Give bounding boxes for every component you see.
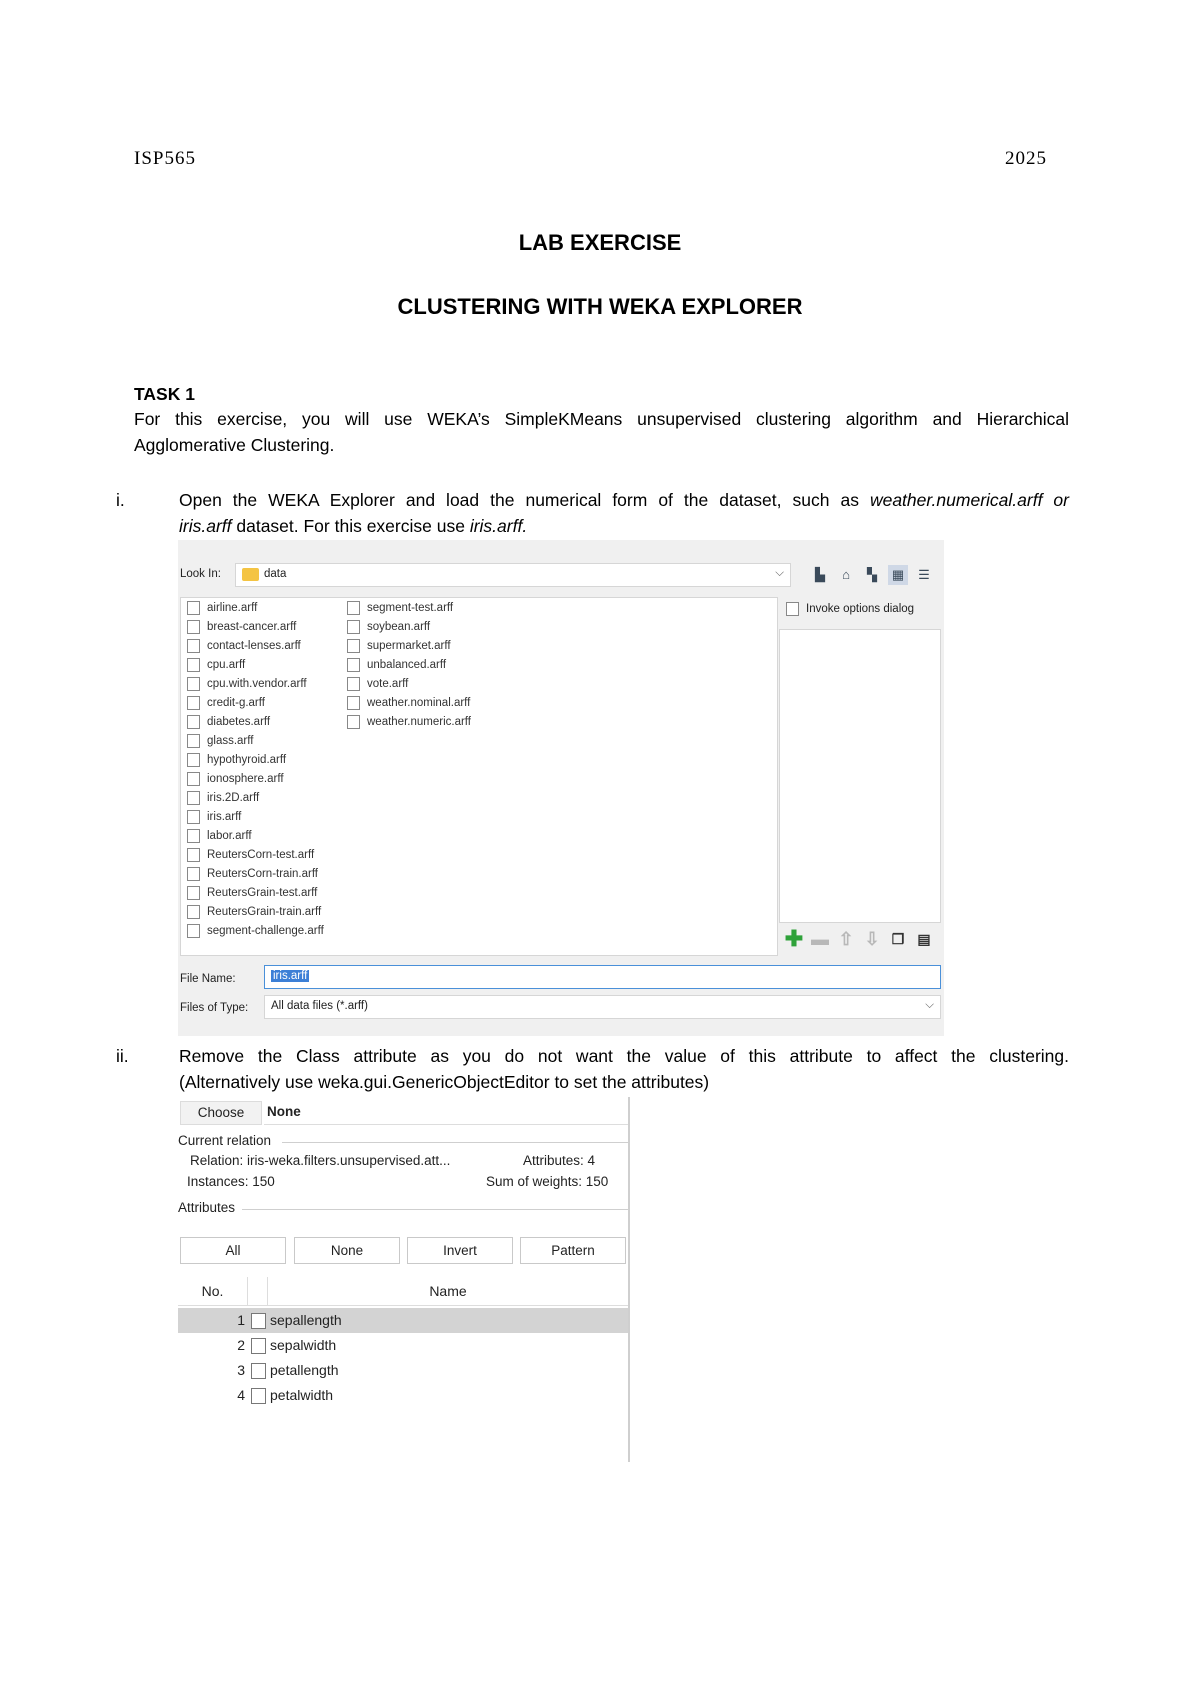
year: 2025 (1005, 148, 1047, 169)
step-1-line2 (179, 513, 527, 539)
file-name: supermarket.arff (367, 640, 451, 653)
file-icon (187, 677, 200, 691)
step-2-line2: (Alternatively use weka.gui.GenericObjectEditor to set the attributes) (179, 1072, 710, 1092)
attributes-count: Attributes: 4 (523, 1153, 596, 1168)
file-name: ReutersCorn-test.arff (207, 849, 315, 862)
file-item[interactable] (187, 924, 324, 942)
file-icon (347, 620, 360, 634)
file-icon (187, 924, 200, 938)
file-name: airline.arff (207, 602, 258, 615)
file-name: iris.2D.arff (207, 792, 260, 805)
file-icon (187, 829, 200, 843)
look-in-label: Look In: (180, 568, 221, 580)
table-row[interactable] (178, 1358, 628, 1383)
task-intro-line1: For this exercise, you will use WEKA’s SimpleKMeans unsupervised clustering algorithm and Hierarchical (134, 409, 1069, 429)
row-checkbox[interactable] (251, 1338, 266, 1354)
file-icon (187, 715, 200, 729)
folder-icon (242, 568, 259, 581)
attributes-label: Attributes (178, 1200, 236, 1215)
row-checkbox[interactable] (251, 1313, 266, 1329)
remove-icon[interactable]: ▬ (811, 929, 829, 949)
relation-text: Relation: iris-weka.filters.unsupervised.att... (190, 1153, 451, 1168)
row-number: 4 (237, 1387, 245, 1403)
add-icon[interactable]: ✚ (784, 926, 804, 951)
file-item[interactable] (187, 658, 245, 676)
current-relation-label: Current relation (178, 1133, 272, 1148)
invoke-options-checkbox[interactable] (786, 602, 914, 616)
row-checkbox[interactable] (251, 1388, 266, 1404)
row-name: petalwidth (270, 1387, 334, 1403)
step-1-iris-name-2: iris.arff. (469, 516, 528, 536)
step-1-text-a: Open the WEKA Explorer and load the numerical form of the dataset, such as (179, 490, 870, 510)
file-item[interactable] (347, 677, 408, 695)
look-in-value: data (264, 568, 287, 580)
file-item[interactable] (187, 677, 307, 695)
file-icon (187, 810, 200, 824)
file-name: ionosphere.arff (207, 773, 284, 786)
step-1-iris-name: iris.arff (179, 516, 232, 536)
step-1-dataset-name: weather.numerical.arff or (869, 490, 1069, 510)
file-name: contact-lenses.arff (207, 640, 301, 653)
file-name: cpu.with.vendor.arff (207, 678, 307, 691)
file-item[interactable] (187, 639, 301, 657)
file-name-value: iris.arff (273, 970, 308, 982)
choose-filter-button[interactable]: Choose (180, 1101, 262, 1125)
column-header-name[interactable]: Name (268, 1277, 628, 1306)
file-item[interactable] (187, 867, 318, 885)
file-type-label: Files of Type: (180, 1002, 249, 1014)
select-all-button[interactable]: All (180, 1237, 286, 1264)
file-type-dropdown[interactable] (264, 995, 941, 1019)
task-intro-line2: Agglomerative Clustering. (134, 435, 335, 455)
file-icon (187, 905, 200, 919)
column-header-select[interactable] (248, 1277, 268, 1306)
file-icon (187, 734, 200, 748)
file-item[interactable] (187, 753, 286, 771)
preprocess-panel (178, 1097, 630, 1462)
topic-title: CLUSTERING WITH WEKA EXPLORER (397, 294, 803, 319)
file-name: cpu.arff (207, 659, 246, 672)
file-name: ReutersGrain-test.arff (207, 887, 318, 900)
file-item[interactable] (187, 734, 253, 752)
table-row[interactable] (178, 1333, 628, 1358)
file-item[interactable] (347, 639, 451, 657)
file-open-dialog (178, 540, 944, 1036)
instances-count: Instances: 150 (187, 1174, 275, 1189)
row-number: 1 (237, 1312, 245, 1328)
look-in-dropdown[interactable] (235, 563, 791, 587)
file-item[interactable] (347, 620, 430, 638)
file-item[interactable] (187, 601, 257, 619)
grid-view-icon[interactable]: ▦ (888, 565, 908, 585)
home-icon[interactable]: ⌂ (842, 567, 850, 582)
chevron-down-icon: ⌵ (775, 567, 784, 579)
file-item[interactable] (347, 696, 470, 714)
row-name: sepalwidth (270, 1337, 337, 1353)
select-none-button[interactable]: None (294, 1237, 400, 1264)
file-name: segment-challenge.arff (207, 925, 324, 938)
file-icon (187, 867, 200, 881)
chevron-down-icon: ⌵ (925, 999, 934, 1011)
file-item[interactable] (347, 601, 453, 619)
file-icon (187, 848, 200, 862)
file-icon (187, 601, 200, 615)
file-name: segment-test.arff (367, 602, 454, 615)
file-item[interactable] (187, 620, 296, 638)
step-1-text-b: dataset. For this exercise use (231, 516, 470, 536)
file-icon (187, 753, 200, 767)
file-name: unbalanced.arff (367, 659, 447, 672)
row-name: sepallength (270, 1312, 342, 1328)
step-1-marker: i. (116, 490, 125, 510)
options-panel (779, 629, 941, 923)
file-icon (347, 639, 360, 653)
list-view-icon[interactable]: ☰ (918, 567, 930, 582)
divider (282, 1142, 628, 1143)
file-item[interactable] (187, 772, 284, 790)
file-icon (187, 886, 200, 900)
file-item[interactable] (347, 658, 446, 676)
file-icon (187, 772, 200, 786)
file-name: ReutersCorn-train.arff (207, 868, 318, 881)
file-type-value: All data files (*.arff) (271, 1000, 368, 1012)
file-icon (187, 639, 200, 653)
file-name: soybean.arff (367, 621, 431, 634)
table-row[interactable] (178, 1383, 628, 1408)
new-folder-icon[interactable]: ▚ (867, 567, 877, 582)
file-icon (187, 658, 200, 672)
file-icon (347, 677, 360, 691)
row-checkbox[interactable] (251, 1363, 266, 1379)
file-name: weather.nominal.arff (367, 697, 471, 710)
file-name: vote.arff (367, 678, 409, 691)
move-up-icon[interactable]: ⇧ (838, 929, 854, 949)
step-2-marker: ii. (116, 1046, 129, 1066)
course-code: ISP565 (134, 148, 196, 169)
paste-icon[interactable]: ▤ (917, 931, 931, 947)
file-icon (347, 601, 360, 615)
invoke-options-label: Invoke options dialog (806, 603, 915, 616)
file-list (180, 597, 778, 956)
column-header-no[interactable]: No. (178, 1277, 248, 1306)
file-item[interactable] (187, 810, 241, 828)
file-item[interactable] (187, 886, 317, 904)
file-name: credit-g.arff (207, 697, 265, 710)
file-icon (187, 791, 200, 805)
copy-icon[interactable]: ❐ (891, 931, 905, 947)
file-item[interactable] (187, 791, 259, 809)
filter-value: None (264, 1101, 630, 1125)
file-name: glass.arff (207, 735, 254, 748)
file-icon (187, 620, 200, 634)
step-2-line1: Remove the Class attribute as you do not want the value of this attribute to affect the clustering. (179, 1046, 1069, 1066)
move-down-icon[interactable]: ⇩ (864, 929, 880, 949)
file-name: diabetes.arff (207, 716, 271, 729)
invert-selection-button[interactable]: Invert (407, 1237, 513, 1264)
divider (242, 1209, 628, 1210)
lab-title: LAB EXERCISE (518, 230, 682, 255)
file-name-label: File Name: (180, 973, 236, 985)
pattern-button[interactable]: Pattern (520, 1237, 626, 1264)
file-icon (187, 696, 200, 710)
file-name-input[interactable] (264, 965, 941, 989)
panel-border (628, 1097, 630, 1462)
task-heading: TASK 1 (134, 384, 195, 404)
file-name: weather.numeric.arff (367, 716, 471, 729)
file-item[interactable] (187, 905, 321, 923)
file-icon (347, 696, 360, 710)
table-row[interactable] (178, 1308, 628, 1333)
file-item[interactable] (187, 696, 265, 714)
sum-of-weights: Sum of weights: 150 (486, 1174, 609, 1189)
row-number: 3 (237, 1362, 245, 1378)
up-folder-icon[interactable]: ▙ (815, 567, 825, 582)
file-icon (347, 658, 360, 672)
step-1-line1 (179, 487, 1069, 513)
file-item[interactable] (187, 848, 314, 866)
file-name: hypothyroid.arff (207, 754, 287, 767)
file-item[interactable] (187, 829, 252, 847)
file-name: breast-cancer.arff (207, 621, 297, 634)
file-name: labor.arff (207, 830, 252, 843)
file-name: ReutersGrain-train.arff (207, 906, 322, 919)
file-item[interactable] (187, 715, 270, 733)
file-icon (347, 715, 360, 729)
file-item[interactable] (347, 715, 471, 733)
file-name: iris.arff (207, 811, 242, 824)
row-number: 2 (237, 1337, 245, 1353)
row-name: petallength (270, 1362, 339, 1378)
